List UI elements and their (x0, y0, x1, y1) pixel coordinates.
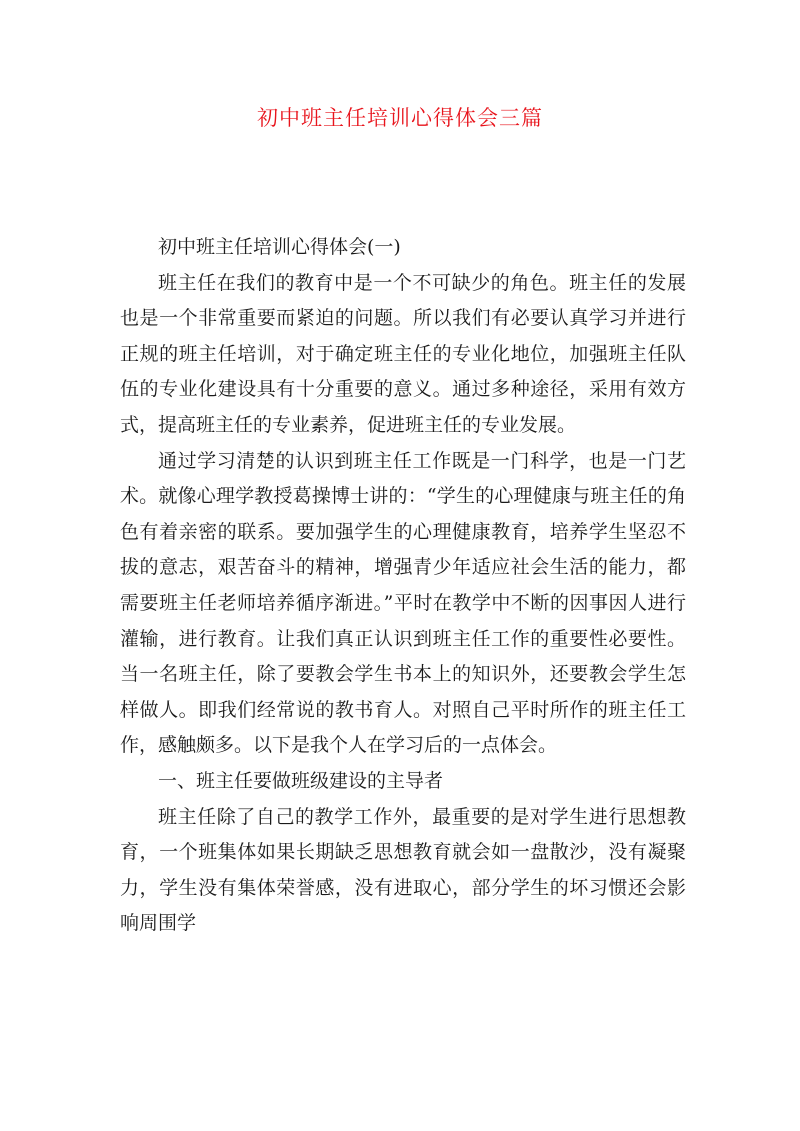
subheading: 一、班主任要做班级建设的主导者 (158, 769, 444, 792)
section-heading: 初中班主任培训心得体会(一) (158, 236, 401, 258)
paragraph-2: 通过学习清楚的认识到班主任工作既是一门科学，也是一门艺术。就像心理学教授葛操博士讲的：“学生的心理健康与班主任的角色有着亲密的联系。要加强学生的心理健康教育，培养学生坚忍不拔的意志，艰苦奋斗的精神，增强青少年适应社会生活的能力，都需要班主任老师培养循序渐进。”平时在教学中不断的因事因人进行灌输，进行教育。让我们真正认识到班主任工作的重要性必要性。当一名班主任，除了要教会学生书本上的知识外，还要教会学生怎样做人。即我们经常说的教书育人。对照自己平时所作的班主任工作，感触颇多。以下是我个人在学习后的一点体会。 (120, 449, 686, 757)
document-title: 初中班主任培训心得体会三篇 (257, 106, 543, 130)
paragraph-3: 班主任除了自己的教学工作外，最重要的是对学生进行思想教育，一个班集体如果长期缺乏思想教育就会如一盘散沙，没有凝聚力，学生没有集体荣誉感，没有进取心，部分学生的坏习惯还会影响周围学 (120, 805, 686, 935)
document-body (120, 230, 686, 942)
paragraph-1: 班主任在我们的教育中是一个不可缺少的角色。班主任的发展也是一个非常重要而紧迫的问题。所以我们有必要认真学习并进行正规的班主任培训，对于确定班主任的专业化地位，加强班主任队伍的专业化建设具有十分重要的意义。通过多种途径，采用有效方式，提高班主任的专业素养，促进班主任的专业发展。 (120, 271, 686, 436)
